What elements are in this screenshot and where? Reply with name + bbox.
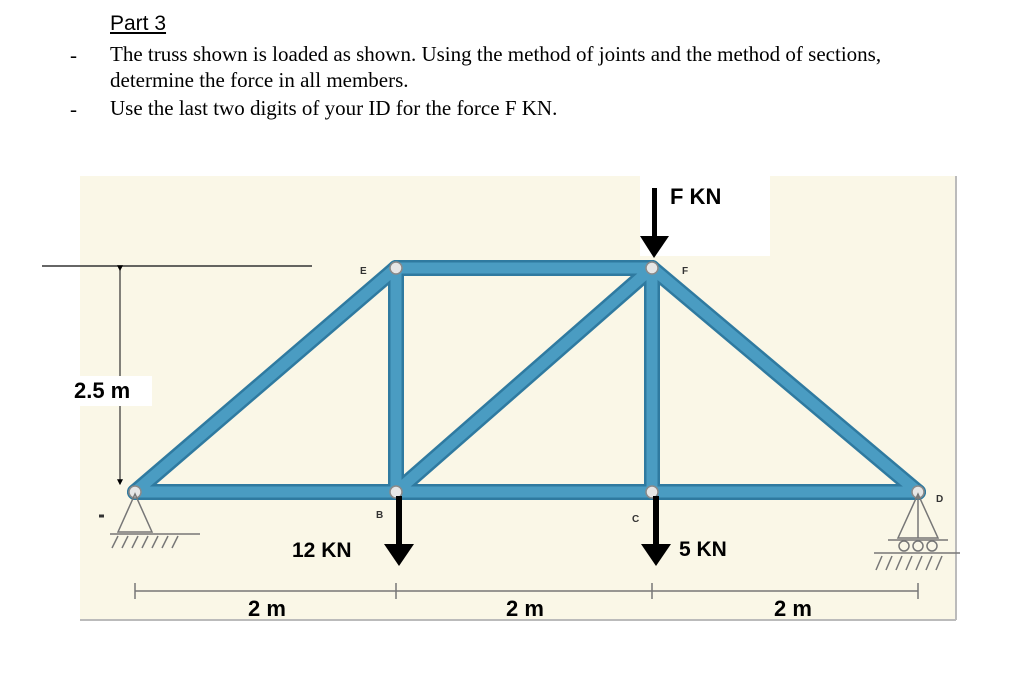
- joint-a: [129, 486, 141, 498]
- joint-f: [646, 262, 658, 274]
- joint-label-f: F: [682, 266, 689, 277]
- joint-label-b: B: [376, 510, 384, 521]
- bullet-marker: -: [70, 43, 77, 67]
- instruction-line: Use the last two digits of your ID for the force F KN.: [110, 96, 558, 120]
- load-label-5kn: 5 KN: [679, 538, 727, 561]
- joint-e: [390, 262, 402, 274]
- bullet-marker: -: [70, 97, 77, 121]
- span-label: 2 m: [248, 596, 286, 621]
- joint-label-c: C: [632, 514, 640, 525]
- part-title: Part 3: [110, 12, 167, 35]
- load-label-f: F KN: [670, 184, 722, 209]
- instruction-line: The truss shown is loaded as shown. Using the method of joints and the method of sections,: [110, 42, 882, 66]
- span-label: 2 m: [774, 596, 812, 621]
- height-unit: m: [110, 378, 131, 403]
- load-label-12kn: 12 KN: [292, 539, 352, 562]
- height-label: [74, 378, 130, 403]
- joint-label-d: D: [936, 494, 944, 505]
- figure-background: [80, 176, 956, 620]
- joint-label-e: E: [360, 266, 367, 277]
- height-value: 2.5: [74, 378, 105, 403]
- span-label: 2 m: [506, 596, 544, 621]
- instruction-line: determine the force in all members.: [110, 68, 409, 92]
